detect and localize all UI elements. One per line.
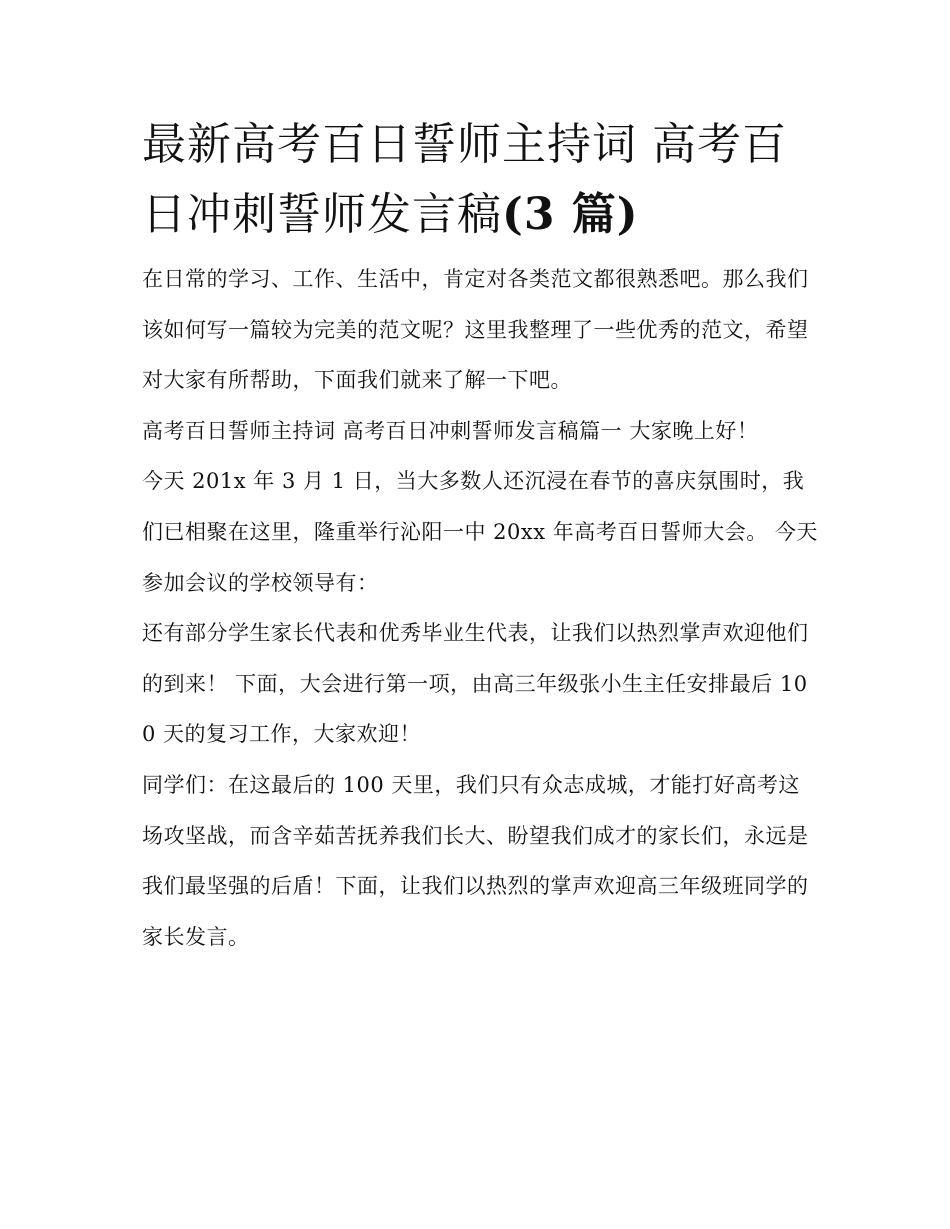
section-heading-paragraph: 高考百日誓师主持词 高考百日冲刺誓师发言稿篇一 大家晚上好！	[142, 418, 759, 443]
title-suffix: (3 篇)	[502, 189, 639, 240]
body-paragraph: 同学们：在这最后的 100 天里，我们只有众志成城，才能打好高考这场攻坚战，而含辛茹苦抚养我们长大、盼望我们成才的家长们，永远是我们最坚强的后盾！下面，让我们以热烈的掌声欢迎高三年级班同学的家长发言。	[142, 772, 809, 949]
document-title	[142, 110, 818, 250]
intro-paragraph: 在日常的学习、工作、生活中，肯定对各类范文都很熟悉吧。那么我们该如何写一篇较为完美的范文呢？这里我整理了一些优秀的范文，希望对大家有所帮助，下面我们就来了解一下吧。	[142, 267, 809, 393]
body-paragraph: 今天 201x 年 3 月 1 日，当大多数人还沉浸在春节的喜庆氛围时，我们已相聚在这里，隆重举行沁阳一中 20xx 年高考百日誓师大会。 今天参加会议的学校领导有：	[142, 469, 818, 595]
document-page	[142, 110, 818, 962]
title-main: 最新高考百日誓师主持词 高考百日冲刺誓师发言稿	[142, 119, 787, 240]
body-paragraph: 还有部分学生家长代表和优秀毕业生代表，让我们以热烈掌声欢迎他们的到来！ 下面，大会进行第一项，由高三年级张小生主任安排最后 100 天的复习工作，大家欢迎！	[142, 621, 809, 747]
